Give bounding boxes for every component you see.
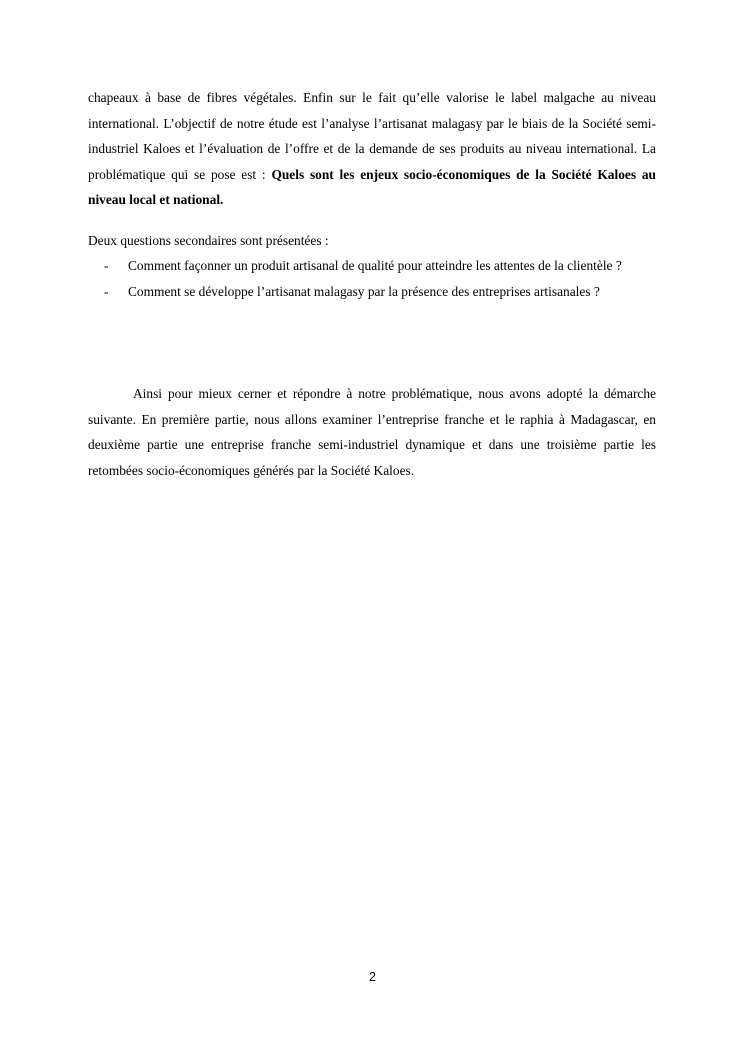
problem-statement: Quels sont les enjeux socio-économiques de la Société Kaloes au niveau local et national.	[88, 166, 656, 208]
list-bullet: -	[104, 283, 109, 299]
list-bullet: -	[104, 258, 109, 273]
list-item-text: Comment se développe l’artisanat malagasy par la présence des entreprises artisanales ?	[128, 283, 600, 299]
secondary-questions-list	[88, 253, 656, 304]
list-item-text: Comment façonner un produit artisanal de qualité pour atteindre les attentes de la clientèle ?	[128, 258, 622, 273]
approach-paragraph: Ainsi pour mieux cerner et répondre à notre problématique, nous avons adopté la démarche suivante. En première partie, nous allons examiner l’entreprise franche et le raphia à Madagascar, en deuxième partie une entreprise franche semi-industriel dynamique et dans une troisième partie les retombées socio-économiques générés par la Société Kaloes.	[88, 386, 656, 478]
list-item	[88, 279, 656, 305]
intro-paragraph	[88, 85, 656, 213]
secondary-questions-heading: Deux questions secondaires sont présentées :	[88, 233, 329, 248]
page-number: 2	[369, 970, 376, 984]
intro-text: chapeaux à base de fibres végétales. Enfin sur le fait qu’elle valorise le label malgache au niveau international. L’objectif de notre étude est l’analyse l’artisanat malagasy par le biais de la Société semi-industriel Kaloes et l’évaluation de l’offre et de la demande de ses produits au niveau international. La problématique qui se pose est :	[88, 90, 656, 182]
list-item	[88, 253, 656, 279]
